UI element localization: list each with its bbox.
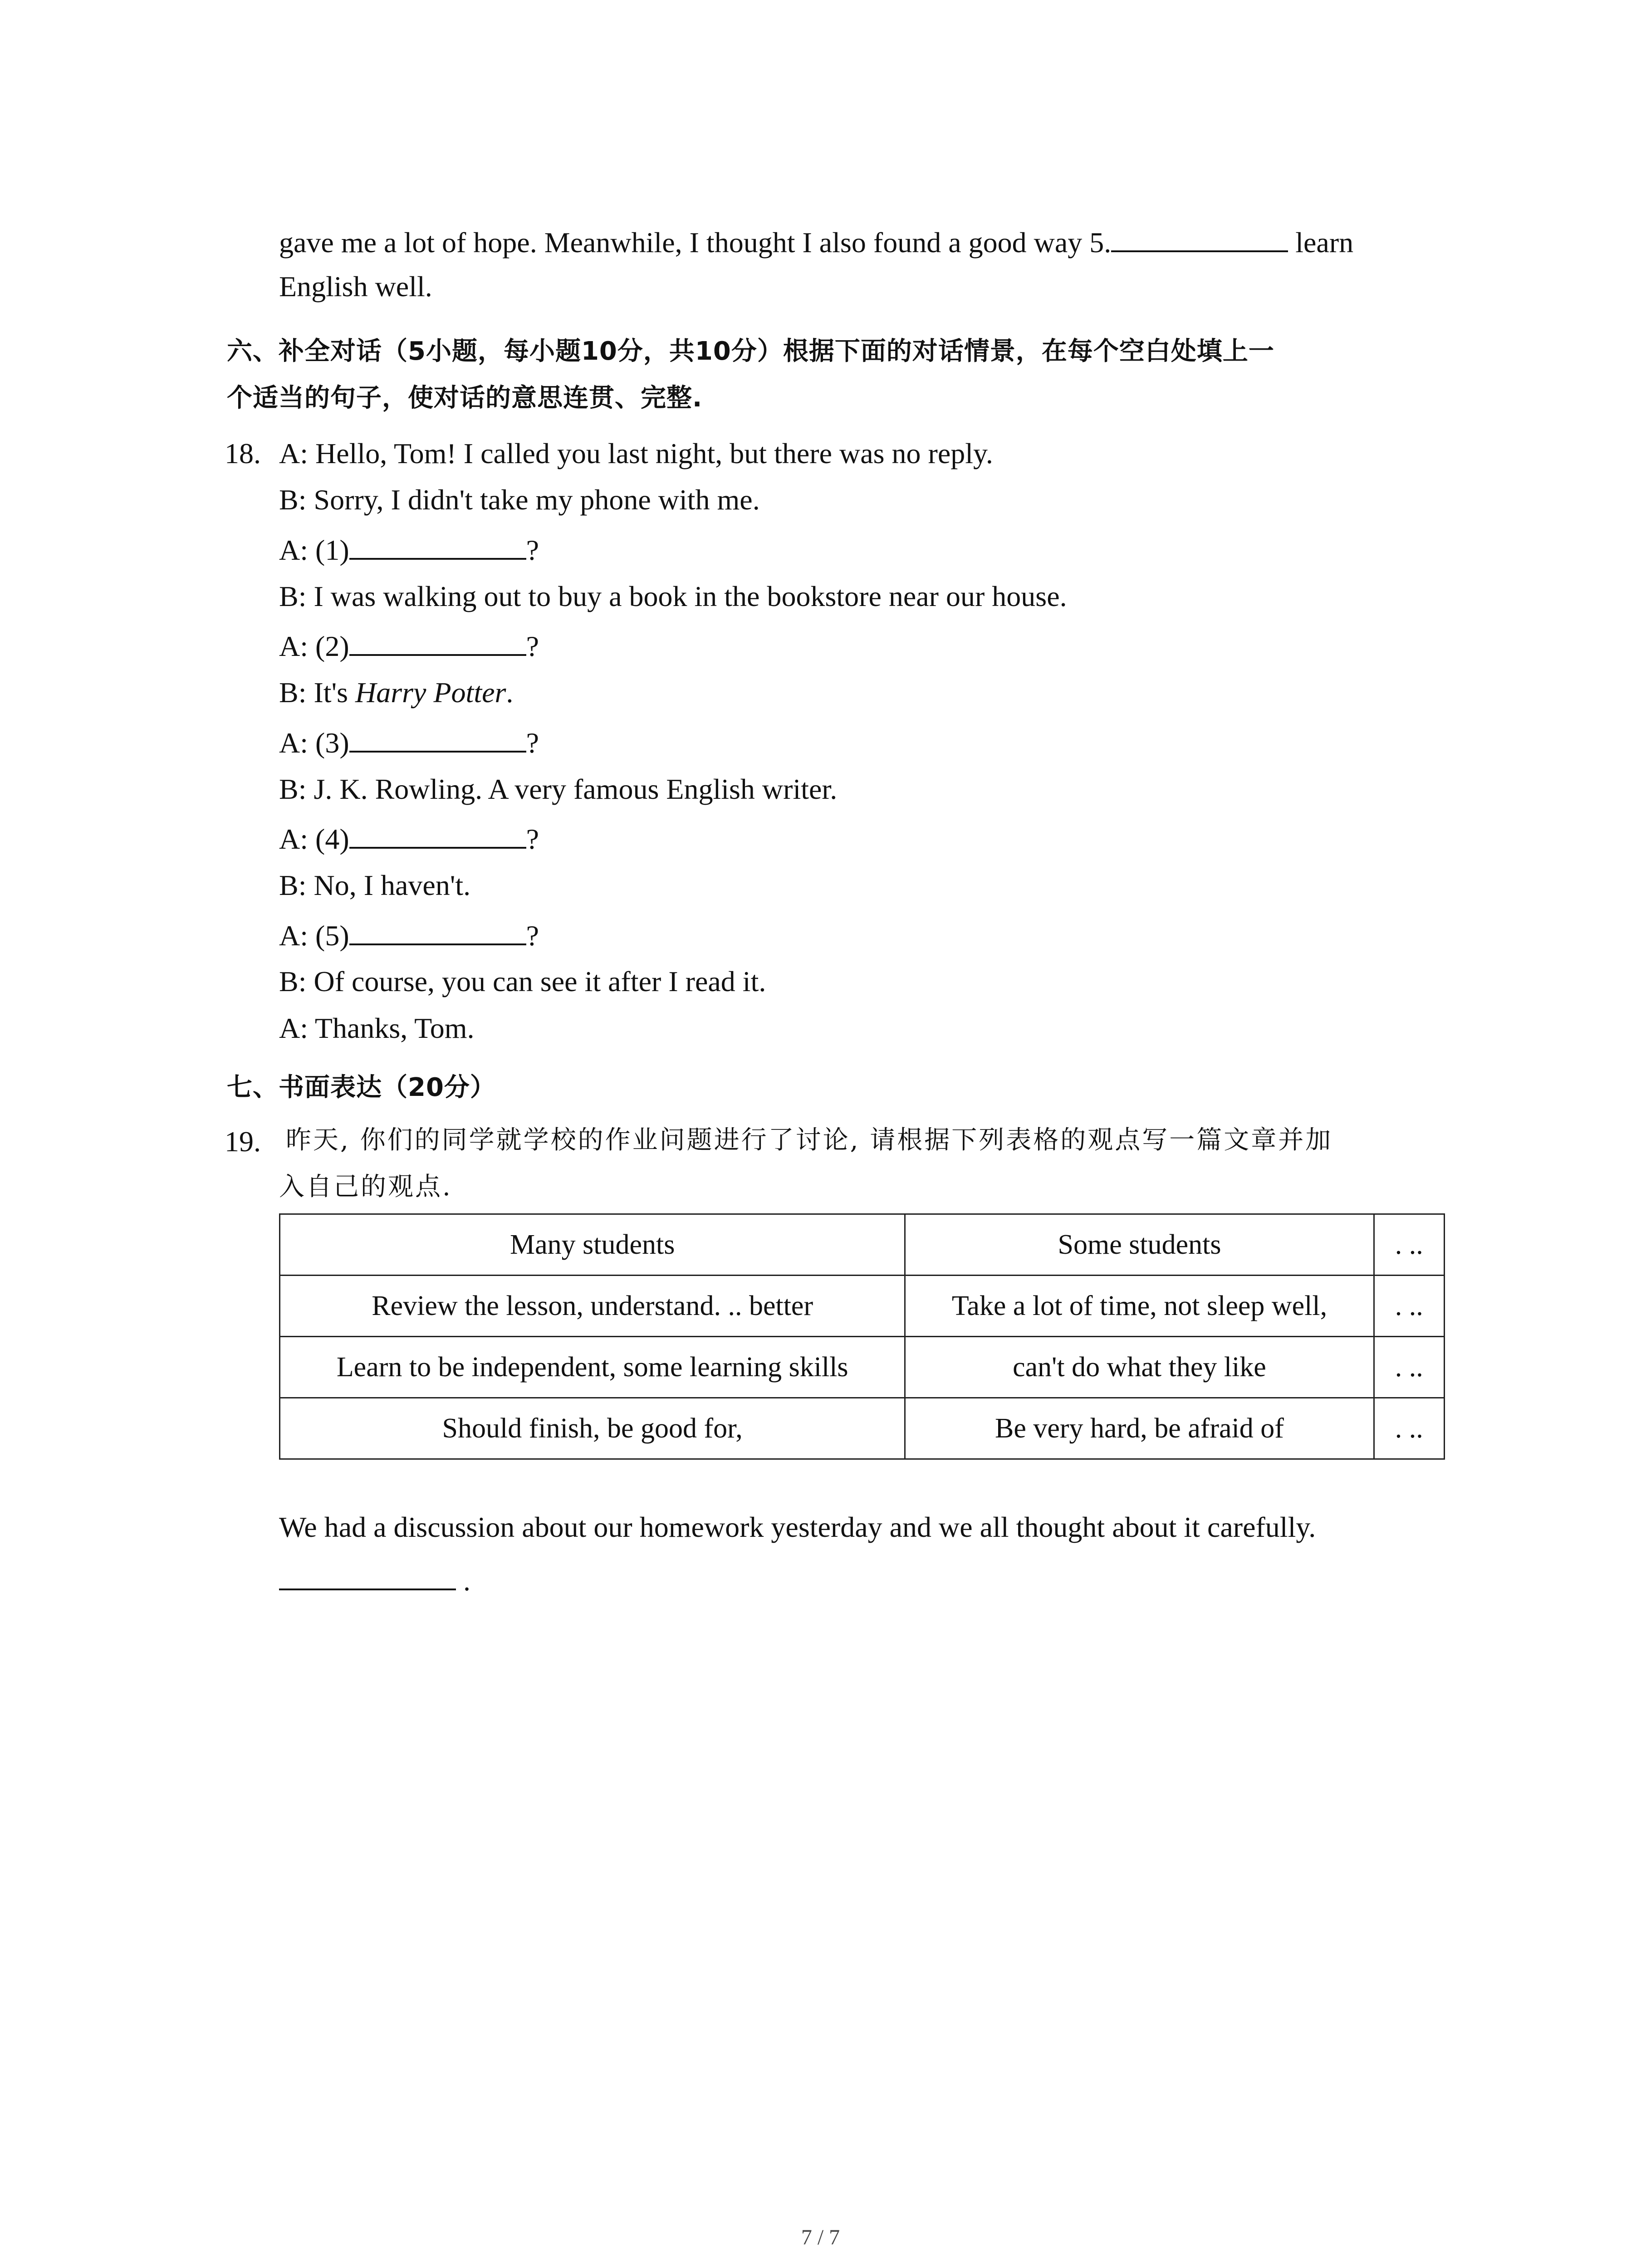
section-7-heading: 七、书面表达（20分） [227,1073,496,1102]
dialogue-line [279,678,513,707]
viewpoints-table [279,1213,1445,1460]
dialogue-text: A: (2) [279,630,349,662]
answer-blank-1[interactable] [349,534,526,560]
dialogue-punct: ? [526,919,539,952]
table-row [280,1276,1445,1337]
dialogue-line [279,439,993,468]
table-cell: . .. [1374,1337,1444,1398]
question-19-number: 19. [225,1125,261,1158]
table-cell: Learn to be independent, some learning skills [280,1337,905,1398]
answer-blank-2[interactable] [349,631,526,656]
dialogue-punct: ? [526,534,539,566]
answer-blank-5[interactable] [1111,227,1288,252]
answer-blank-5b[interactable] [349,920,526,945]
table-cell: Many students [280,1214,905,1276]
table-row [280,1214,1445,1276]
table-cell: . .. [1374,1276,1444,1337]
dialogue-line [279,582,1067,611]
dialogue-line-blank-5 [279,920,539,950]
table-row [280,1337,1445,1398]
answer-blank-4[interactable] [349,823,526,849]
dialogue-punct: . [506,676,514,709]
question-19-prompt-line-1: 昨天, 你们的同学就学校的作业问题进行了讨论, 请根据下列表格的观点写一篇文章并加 [286,1125,1333,1155]
dialogue-text: A: (3) [279,727,349,759]
dialogue-text: B: I was walking out to buy a book in the bookstore near our house. [279,580,1067,612]
answer-blank-essay[interactable] [279,1565,456,1590]
passage-line-2: English well. [279,270,432,303]
dialogue-line-blank-2 [279,631,539,661]
table-cell: Should finish, be good for, [280,1398,905,1459]
dialogue-text: B: Of course, you can see it after I read it. [279,965,766,997]
table-cell: Be very hard, be afraid of [905,1398,1374,1459]
table-cell: Review the lesson, understand. .. better [280,1276,905,1337]
table-cell: Some students [905,1214,1374,1276]
dialogue-line [279,775,837,804]
question-19-prompt-line-2: 入自己的观点. [279,1172,452,1202]
section-6-heading-line-2: 个适当的句子，使对话的意思连贯、完整. [227,383,703,413]
dialogue-text: B: J. K. Rowling. A very famous English writer. [279,773,838,805]
passage-line-1 [279,227,1353,257]
question-18-number: 18. [225,437,261,469]
passage-text-1: gave me a lot of hope. Meanwhile, I thought I also found a good way 5. [279,226,1112,259]
table-cell: . .. [1374,1398,1444,1459]
dialogue-text: B: It's [279,676,355,709]
passage-text-1-after: learn [1288,226,1354,259]
dialogue-text: A: Thanks, Tom. [279,1012,475,1044]
dialogue-punct: ? [526,727,539,759]
dialogue-line [279,967,766,996]
writing-starter: We had a discussion about our homework yesterday and we all thought about it carefully. [279,1511,1316,1543]
dialogue-text: A: (5) [279,919,349,952]
dialogue-text: B: Sorry, I didn't take my phone with me. [279,484,760,516]
dialogue-punct: ? [526,630,539,662]
page-number: 7 / 7 [801,2225,840,2249]
table-row [280,1398,1445,1459]
table-cell: can't do what they like [905,1337,1374,1398]
writing-answer-line [279,1565,470,1595]
dialogue-text: A: Hello, Tom! I called you last night, but there was no reply. [279,437,993,469]
dialogue-line-blank-4 [279,823,539,854]
dialogue-line [279,1014,475,1043]
dialogue-text: A: (1) [279,534,349,566]
table-cell: Take a lot of time, not sleep well, [905,1276,1374,1337]
answer-blank-3[interactable] [349,727,526,753]
dialogue-text: B: No, I haven't. [279,869,471,901]
dialogue-line-blank-1 [279,534,539,565]
answer-period: . [456,1564,470,1597]
dialogue-punct: ? [526,823,539,855]
section-6-heading-line-1: 六、补全对话（5小题，每小题10分，共10分）根据下面的对话情景，在每个空白处填上一 [227,337,1274,366]
dialogue-line [279,485,760,514]
dialogue-line [279,871,470,900]
dialogue-text: A: (4) [279,823,349,855]
book-title: Harry Potter [355,676,506,709]
table-cell: . .. [1374,1214,1444,1276]
dialogue-line-blank-3 [279,727,539,758]
